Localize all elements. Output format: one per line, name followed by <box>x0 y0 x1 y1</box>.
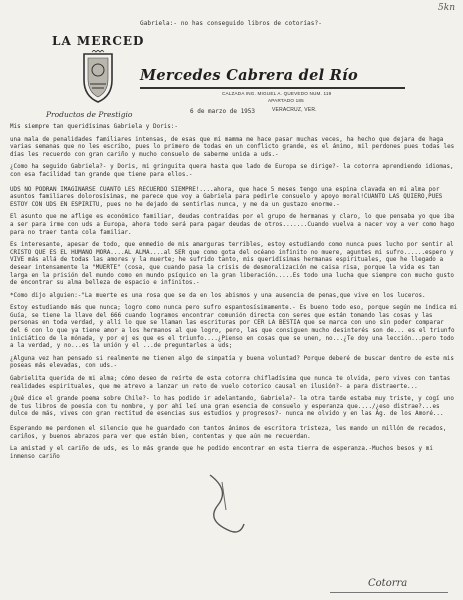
greeting: Mis siempre tan queridísimas Gabriela y Doris:- <box>10 124 178 130</box>
paragraph-4: El asunto que me aflige es económico familiar, deudas contraídas por el grupo de hermanas y claro, lo que pensaba yo que iba a ser para irme con uds a Europa, ahora todo será para pagar deudas de otros.......Cuando vuelva a nacer voy a ver como hago para no traer tanta cola familiar. <box>10 214 455 236</box>
crest-seal-icon <box>78 50 118 104</box>
postscript-line: Gabriela:- no has conseguido libros de cotorías?- <box>140 20 322 27</box>
paragraph-7: Estoy estudiando más que nunca; logro como nunca pero sufro espantosísimamente.- Es bueno todo eso, porque según me indica mi Guía, se tiene la llave del 666 cuando logramos encontrar comunión directa con seres que están tomando las cosas y las personas en toda verdad, y allí lo que se llaman las escrituras por CER LA BESTIA que se marca con uno sin poder comparar del 6 con lo que ya tiene amor a los hermanos al que logro, pero, las que consiguen mucho desinterés son de... es el triunfo iniciático de la mónada, y por ej es que es el triunfo....¿Pienso en cosas que se unen, no...¿Te doy una lección...pero todo a la verdad, y no...es la unión y el ...de preguntarles a uds; <box>10 305 458 350</box>
letter-date: 6 de marzo de 1953 <box>190 108 256 115</box>
closing-paragraph-1: Esperando me perdonen el silencio que he guardado con tantos ánimos de escritora tristeza, les mando un millón de recados, cariños, y buenos abrazos para ver que están bien, contentas y que aún me recuerdan. <box>10 426 447 440</box>
brand-name: LA MERCED <box>52 34 145 48</box>
address-line-2: APARTADO 185 <box>268 98 304 103</box>
paragraph-9: Gabrielita querida de mi alma; cómo deseo de reírte de esta cotorra chifladísima que nunca te olvida, pero vives con tantas realidades espirituales, que me atrevo a lanzar un reto de vuelo cotorico causal en ilusión?- a para distraerte... <box>10 376 451 390</box>
ink-scribble-icon <box>200 470 250 540</box>
signature-underline <box>330 592 448 593</box>
paragraph-6: *Como dijo alguien:-"La muerte es una rosa que se da en los abismos y una ausencia de penas,que vive en los luceros. <box>10 292 426 299</box>
paragraph-2: ¿Como ha seguido Gabriela?- y Doris, mi gringuita quera hasta que lado de Europa se dirige?- la cotorra aprendiendo idiomas, con esa facilidad tan grande que tiene para ellos.- <box>10 164 454 178</box>
closing-paragraph-2: La amistad y el cariño de uds, es lo más grande que he podido encontrar en esta tierra de esperanza.-Muchos besos y mi inmenso cariño <box>10 446 433 460</box>
address-line-1: CALZADA ING. MIGUEL A. QUEVEDO NUM. 119 <box>222 91 332 96</box>
corner-annotation: 5kn <box>438 3 455 13</box>
company-name: Mercedes Cabrera del Río <box>140 67 358 84</box>
tagline: Productos de Prestigio <box>46 110 133 119</box>
letter-body <box>10 124 458 466</box>
paragraph-5: Es interesante, apesar de todo, que enmedio de mis amarguras terribles, estoy estudiando como nunca pues lucho por sentir al CRISTO QUE ES EL HUMANO MORA....AL ALMA....al SER que como gota del océano infinito no muere, aguntes mi sufro......espero y VIVE más allá de todas las amores y la muerte; he sufrido tanto, mis queridísimas hermanas espirituales, que he llegado a desear intensamente la "MUERTE" (cosa, que cuando pasa la crisis de desmoralización me caisa risa, porque la vida es tan larga en la prisión del mundo como en mundo psíquico en la gran liberación.....Es todo una lucha que siempre con mucho gusto de encontrar su alma belleza de espacio e infinitos.- <box>10 242 454 287</box>
paragraph-3: UDS NO PODRAN IMAGINARSE CUANTO LES RECUERDO SIEMPRE!....ahora, que hace 5 meses tengo una espina clavada en mi alma por asuntos familiares dolorosísimas, me parece que voy a Gabriela para pedirle consuelo y apoyo moral!CUANTO LAS QUIERO,PUES ESTOY CON UDS EN ESPIRITU, pues no he dejado de sentirlas nunca, y me da un gustazo enorme.- <box>10 186 443 208</box>
paragraph-8: ¿Alguna vez han pensado si realmente me tienen algo de simpatía y buena voluntad? Porque deberé de buscar dentro de este mis poseas más elevadas, con uds.- <box>10 355 454 370</box>
paragraph-10: ¿Qué dice el grande poema sobre Chile?- lo has podido ir adelantando, Gabriela?- la otra tarde estaba muy triste, y cogí uno de tus libros de poesía con tu nombre, y por ahí leí una gran esencia de consuelo y esperanza que..../¿eso distrae?...es dulce de más, vives con gran rectitud de esencias sus estudios y progresos?- nunca me olvido y en las Ag. de los Amoré... <box>10 396 454 418</box>
letterhead-divider <box>140 87 405 89</box>
paragraph-1: una mala de penalidades familiares intensas, de esas que mi mamma me hace pasar muchas veces, ha hecho que dejara de haga varias semanas que no les escribo, pues lo primero de todas en un conflicto grande, es el ánimo, mil perdones pues todas les días les recuerdo con gran cariño y mucho consuelo de saberme unida a uds.- <box>10 136 455 158</box>
address-line-3: VERACRUZ, VER. <box>272 107 317 113</box>
signature: Cotorra <box>368 578 408 589</box>
